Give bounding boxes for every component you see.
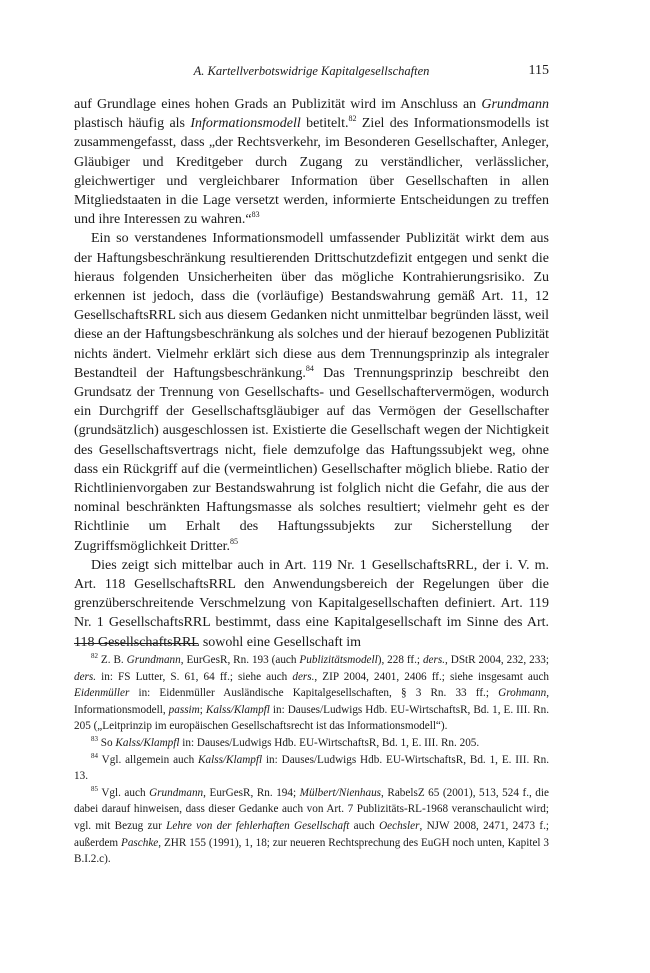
page-header — [74, 64, 549, 82]
main-text — [74, 95, 549, 652]
footnote-number: 83 — [91, 734, 98, 743]
footnote-ref-84[interactable]: 84 — [305, 363, 314, 373]
footnote-ref-85[interactable]: 85 — [230, 536, 239, 546]
footnote-84: $^{84}$ Vgl. allgemein auch Kalss/Klampfl in: Dauses/Ludwigs Hdb. EU-WirtschaftsR, Bd. 1, E. III. Rn. 13. — [74, 751, 549, 783]
footnote-separator — [74, 643, 198, 644]
term: Informationsmodell — [190, 116, 301, 132]
footnote-82: $^{82}$ Z. B. Grundmann, EurGesR, Rn. 193 (auch Publizitätsmodell), 228 ff.; ders., DStR 2004, 232, 233; ders. in: FS Lutter, S. 61, 64 ff.; siehe auch ders., ZIP 2004, 2401, 2406 ff.; siehe insgesamt auch Eidenmüller in: Eidenmüller Ausländische Kapitalgesellschaften, § 3 Rn. 33 ff.; Grohmann, Informationsmodell, passim; Kalss/Klampfl in: Dauses/Ludwigs Hdb. EU-WirtschaftsR, Bd. 1, E. III. Rn. 205 („Leitprinzip im europäischen Gesellschaftsrecht ist das Informationsmodell“). — [74, 652, 550, 733]
footnote-ref-82[interactable]: 82 — [348, 114, 357, 124]
footnote-ref-83[interactable]: 83 — [251, 210, 260, 220]
paragraph-2: Ein so verstandenes Informationsmodell umfassender Publizität wirkt dem aus der Haftungsbeschränkung resultierenden Drittschutzdefizit entgegen und senkt die hieraus folgenden Unsicherheiten über das mögliche Kontrahierungsrisiko. Zu erkennen ist jedoch, dass die (vorläufige) Bestandswahrung gemäß Art. 11, 12 GesellschaftsRRL sich aus diesem Gedanken nicht unmittelbar begründen lässt, weil diese an der Haftungsbeschränkung als solches und der hierauf bezogenen Publizität nichts ändert. Vielmehr erklärt sich diese aus dem Trennungsprinzip als integraler Bestandteil der Haftungsbeschränkung.$^{84}$ Das Trennungsprinzip beschreibt den Grundsatz der Trennung von Gesellschafts- und Gesellschaftervermögen, wodurch ein Durchgriff der Gesellschaftsgläubiger auf das Vermögen der Gesellschafter (grundsätzlich) ausgeschlossen ist. Existierte die Gesellschaft wegen der Nichtigkeit des Gesellschaftsvertrags nicht, fiele demzufolge das Haftungssubjekt weg, ohne dass ein Rückgriff auf die (vermeintlichen) Gesellschafter möglich bliebe. Ratio der Richtlinienvorgaben zur Bestandswahrung ist folglich nicht die Gefahr, die aus der nominal beschränkten Haftungsmasse als solches resultiert; vielmehr geht es der Richtlinie um Erhalt des Haftungssubjekts zur Sicherstellung der Zugriffsmöglichkeit Dritter.$^{85}$ — [74, 231, 549, 554]
footnote-83: $^{83}$ So Kalss/Klampfl in: Dauses/Ludwigs Hdb. EU-WirtschaftsR, Bd. 1, E. III. Rn. 205. — [91, 734, 480, 749]
author-name: Grundmann — [481, 97, 549, 112]
running-title: A. Kartellverbotswidrige Kapitalgesellschaften — [193, 64, 430, 78]
paragraph-3: Dies zeigt sich mittelbar auch in Art. 119 Nr. 1 GesellschaftsRRL, der i. V. m. Art. 118 GesellschaftsRRL den Anwendungsbereich der Regelungen über die grenzüberschreitende Verschmelzung von Kapitalgesellschaften definiert. Art. 119 Nr. 1 GesellschaftsRRL bestimmt, dass eine Kapitalgesellschaft im Sinne des Art. 118 GesellschaftsRRL sowohl eine Gesellschaft im — [74, 557, 549, 650]
footnote-number: 85 — [91, 784, 98, 793]
footnote-number: 84 — [91, 751, 98, 760]
paragraph-1: auf Grundlage eines hohen Grads an Publizität wird im Anschluss an Grundmann plastisch häufig als Informationsmodell betitelt.$^{82}$ Ziel des Informationsmodells ist zusammengefasst, dass „der Rechtsverkehr, im Besonderen Gesellschafter, Anleger, Gläubiger und Kreditgeber durch Zugang zu verständlicher, verlässlicher, gleichwertiger und vergleichbarer Information über Gesellschaften in allen Mitgliedstaaten in die Lage versetzt werden, informierte Entscheidungen zu treffen und ihre Interessen zu wahren.“$^{83}$ — [74, 97, 549, 228]
footnotes — [74, 652, 549, 868]
footnote-number: 82 — [91, 652, 98, 660]
page-number: 115 — [528, 63, 549, 78]
footnote-85: $^{85}$ Vgl. auch Grundmann, EurGesR, Rn. 194; Mülbert/Nienhaus, RabelsZ 65 (2001), 513, 524 f., die dabei darauf hinweisen, dass dieser Gedanke auch von Art. 7 Publizitäts-RL-1968 veranschaulicht wird; vgl. mit Bezug zur Lehre von der fehlerhaften Gesellschaft auch Oechsler, NJW 2008, 2471, 2473 f.; außerdem Paschke, ZHR 155 (1991), 1, 18; zur neueren Rechtsprechung des EuGH noch unten, Kapitel 3 B.I.2.c). — [74, 784, 549, 866]
